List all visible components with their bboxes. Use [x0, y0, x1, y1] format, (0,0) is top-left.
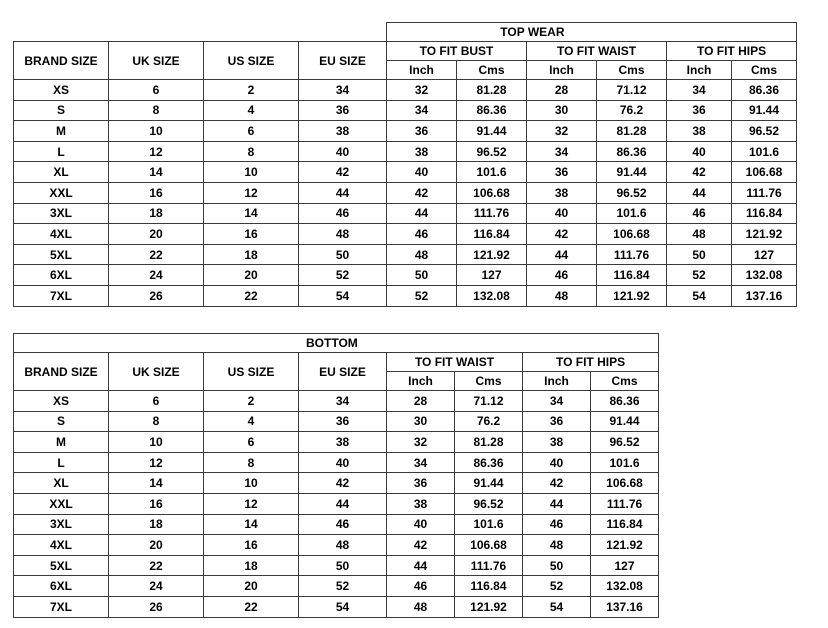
table-cell: 116.84 — [457, 224, 527, 245]
table-cell: 22 — [109, 244, 204, 265]
table-row — [14, 411, 659, 432]
table-cell: 40 — [527, 203, 597, 224]
header-eu-size: EU SIZE — [299, 42, 387, 80]
table-title-text: TOP WEAR — [500, 25, 565, 39]
table-cell: 6XL — [14, 265, 109, 286]
table-title: BOTTOM — [14, 334, 659, 353]
table-cell: 116.84 — [455, 576, 523, 597]
table-cell: 81.28 — [457, 80, 527, 101]
title-spacer — [527, 23, 797, 42]
header-us-size: US SIZE — [204, 42, 299, 80]
top-wear-rows — [14, 80, 797, 307]
table-cell: 48 — [387, 244, 457, 265]
table-cell: 52 — [299, 576, 387, 597]
table-cell: XL — [14, 162, 109, 183]
table-row — [14, 121, 797, 142]
table-cell: 8 — [204, 141, 299, 162]
table-cell: 106.68 — [457, 182, 527, 203]
table-cell: 36 — [527, 162, 597, 183]
table-cell: 111.76 — [455, 555, 523, 576]
table-row — [14, 244, 797, 265]
table-cell: 20 — [109, 224, 204, 245]
table-cell: 101.6 — [597, 203, 667, 224]
table-cell: 48 — [299, 224, 387, 245]
table-cell: 101.6 — [732, 141, 797, 162]
table-row — [14, 224, 797, 245]
table-row — [14, 80, 797, 101]
header-eu-size: EU SIZE — [299, 353, 387, 391]
table-cell: 4 — [204, 100, 299, 121]
table-cell: 46 — [387, 576, 455, 597]
table-cell: 91.44 — [455, 473, 523, 494]
table-cell: 46 — [667, 203, 732, 224]
table-cell: 30 — [527, 100, 597, 121]
table-cell: 86.36 — [455, 452, 523, 473]
table-row — [14, 576, 659, 597]
table-cell: 14 — [204, 514, 299, 535]
table-cell: 34 — [299, 80, 387, 101]
table-cell: S — [14, 411, 109, 432]
table-cell: 34 — [387, 452, 455, 473]
table-cell: 121.92 — [457, 244, 527, 265]
table-cell: 34 — [523, 391, 591, 412]
table-row — [14, 100, 797, 121]
header-uk-size: UK SIZE — [109, 42, 204, 80]
table-cell: 38 — [667, 121, 732, 142]
header-to-fit-bust: TO FIT BUST — [387, 42, 527, 61]
table-cell: 6 — [204, 121, 299, 142]
table-cell: 106.68 — [732, 162, 797, 183]
table-cell: 36 — [299, 411, 387, 432]
table-cell: 106.68 — [597, 224, 667, 245]
table-cell: 132.08 — [591, 576, 659, 597]
table-cell: 38 — [527, 182, 597, 203]
table-cell: 44 — [387, 203, 457, 224]
table-cell: 38 — [523, 432, 591, 453]
table-cell: 46 — [523, 514, 591, 535]
table-cell: 36 — [387, 121, 457, 142]
table-cell: 96.52 — [597, 182, 667, 203]
header-to-fit-hips: TO FIT HIPS — [667, 42, 797, 61]
subheader-inch: Inch — [527, 61, 597, 80]
table-cell: 26 — [109, 285, 204, 306]
table-cell: 6XL — [14, 576, 109, 597]
table-cell: 132.08 — [457, 285, 527, 306]
table-row — [14, 535, 659, 556]
header-us-size: US SIZE — [204, 353, 299, 391]
table-cell: 38 — [299, 121, 387, 142]
table-cell: 44 — [299, 493, 387, 514]
table-cell: 34 — [387, 100, 457, 121]
table-cell: 20 — [109, 535, 204, 556]
table-cell: 121.92 — [597, 285, 667, 306]
table-cell: 76.2 — [597, 100, 667, 121]
table-cell: 42 — [387, 535, 455, 556]
table-cell: 34 — [527, 141, 597, 162]
table-row — [14, 141, 797, 162]
table-cell: 46 — [299, 514, 387, 535]
table-cell: 111.76 — [732, 182, 797, 203]
table-cell: 86.36 — [457, 100, 527, 121]
table-cell: 121.92 — [455, 596, 523, 617]
table-cell: 22 — [204, 285, 299, 306]
table-cell: 34 — [299, 391, 387, 412]
table-cell: 48 — [387, 596, 455, 617]
table-cell: M — [14, 121, 109, 142]
table-cell: XXL — [14, 182, 109, 203]
table-cell: 121.92 — [732, 224, 797, 245]
table-row — [14, 493, 659, 514]
table-cell: XL — [14, 473, 109, 494]
table-cell: 46 — [299, 203, 387, 224]
table-cell: 91.44 — [591, 411, 659, 432]
subheader-inch: Inch — [387, 61, 457, 80]
table-cell: 86.36 — [591, 391, 659, 412]
table-row — [14, 596, 659, 617]
table-cell: 101.6 — [591, 452, 659, 473]
table-cell: 111.76 — [457, 203, 527, 224]
table-cell: 4XL — [14, 535, 109, 556]
table-cell: 52 — [387, 285, 457, 306]
table-cell: 137.16 — [591, 596, 659, 617]
table-cell: S — [14, 100, 109, 121]
table-cell: 50 — [299, 244, 387, 265]
table-cell: 14 — [109, 162, 204, 183]
table-cell: 54 — [299, 285, 387, 306]
table-row — [14, 514, 659, 535]
table-row — [14, 555, 659, 576]
subheader-cms: Cms — [732, 61, 797, 80]
table-cell: 8 — [109, 411, 204, 432]
subheader-cms: Cms — [597, 61, 667, 80]
table-cell: 111.76 — [597, 244, 667, 265]
table-cell: L — [14, 141, 109, 162]
table-cell: 20 — [204, 265, 299, 286]
table-cell: 18 — [109, 203, 204, 224]
table-cell: 7XL — [14, 596, 109, 617]
table-row — [14, 391, 659, 412]
table-cell: 36 — [523, 411, 591, 432]
header-to-fit-waist: TO FIT WAIST — [387, 353, 523, 372]
table-cell: 34 — [667, 80, 732, 101]
table-cell: 44 — [387, 555, 455, 576]
table-cell: 42 — [667, 162, 732, 183]
table-cell: 52 — [299, 265, 387, 286]
table-cell: M — [14, 432, 109, 453]
table-row — [14, 285, 797, 306]
subheader-cms: Cms — [457, 61, 527, 80]
table-cell: 50 — [299, 555, 387, 576]
table-cell: 36 — [299, 100, 387, 121]
table-cell: 54 — [523, 596, 591, 617]
table-cell: 44 — [299, 182, 387, 203]
table-cell: 12 — [204, 182, 299, 203]
table-cell: 26 — [109, 596, 204, 617]
table-cell: 106.68 — [591, 473, 659, 494]
table-cell: 46 — [527, 265, 597, 286]
table-row — [14, 452, 659, 473]
table-cell: 8 — [204, 452, 299, 473]
table-row — [14, 265, 797, 286]
table-cell: 32 — [387, 432, 455, 453]
table-cell: 127 — [457, 265, 527, 286]
table-cell: 40 — [667, 141, 732, 162]
table-cell: 44 — [523, 493, 591, 514]
table-cell: 32 — [527, 121, 597, 142]
header-to-fit-waist: TO FIT WAIST — [527, 42, 667, 61]
table-cell: 42 — [299, 473, 387, 494]
table-cell: 18 — [109, 514, 204, 535]
header-brand-size: BRAND SIZE — [14, 353, 109, 391]
table-cell: 132.08 — [732, 265, 797, 286]
table-cell: 137.16 — [732, 285, 797, 306]
top-wear-size-table — [13, 22, 797, 307]
table-cell: 106.68 — [455, 535, 523, 556]
table-cell: 36 — [387, 473, 455, 494]
table-cell: 44 — [667, 182, 732, 203]
blank-corner — [14, 23, 387, 42]
table-cell: 5XL — [14, 244, 109, 265]
table-cell: 22 — [204, 596, 299, 617]
table-cell: L — [14, 452, 109, 473]
table-cell: 2 — [204, 391, 299, 412]
bottom-size-table — [13, 333, 659, 618]
table-cell: 71.12 — [597, 80, 667, 101]
table-cell: 10 — [204, 162, 299, 183]
table-cell: 52 — [523, 576, 591, 597]
table-cell: 48 — [527, 285, 597, 306]
table-cell: 10 — [204, 473, 299, 494]
table-cell: 81.28 — [597, 121, 667, 142]
header-brand-size: BRAND SIZE — [14, 42, 109, 80]
table-cell: 6 — [109, 80, 204, 101]
table-cell: 127 — [732, 244, 797, 265]
table-row — [14, 473, 659, 494]
table-cell: 71.12 — [455, 391, 523, 412]
table-cell: 3XL — [14, 203, 109, 224]
table-cell: 38 — [299, 432, 387, 453]
table-cell: 96.52 — [455, 493, 523, 514]
table-cell: 38 — [387, 141, 457, 162]
table-cell: 40 — [299, 141, 387, 162]
table-cell: 54 — [667, 285, 732, 306]
subheader-cms: Cms — [455, 372, 523, 391]
table-cell: 91.44 — [457, 121, 527, 142]
table-cell: 28 — [387, 391, 455, 412]
table-cell: 16 — [204, 224, 299, 245]
table-row — [14, 203, 797, 224]
table-cell: 4XL — [14, 224, 109, 245]
table-cell: 40 — [387, 162, 457, 183]
table-cell: 38 — [387, 493, 455, 514]
subheader-cms: Cms — [591, 372, 659, 391]
table-cell: 42 — [527, 224, 597, 245]
table-cell: 10 — [109, 432, 204, 453]
table-cell: 101.6 — [457, 162, 527, 183]
table-cell: 6 — [109, 391, 204, 412]
table-cell: 22 — [109, 555, 204, 576]
table-cell: 32 — [387, 80, 457, 101]
table-cell: 30 — [387, 411, 455, 432]
table-cell: 91.44 — [597, 162, 667, 183]
table-cell: 8 — [109, 100, 204, 121]
subheader-inch: Inch — [523, 372, 591, 391]
table-cell: 121.92 — [591, 535, 659, 556]
table-row — [14, 432, 659, 453]
table-cell: 50 — [667, 244, 732, 265]
table-cell: 52 — [667, 265, 732, 286]
table-cell: 40 — [523, 452, 591, 473]
table-cell: 86.36 — [597, 141, 667, 162]
bottom-rows — [14, 391, 659, 618]
table-cell: 42 — [299, 162, 387, 183]
table-cell: 36 — [667, 100, 732, 121]
table-cell: 42 — [387, 182, 457, 203]
table-cell: 18 — [204, 555, 299, 576]
table-cell: 81.28 — [455, 432, 523, 453]
table-cell: 28 — [527, 80, 597, 101]
table-cell: 46 — [387, 224, 457, 245]
table-cell: 16 — [204, 535, 299, 556]
table-cell: 6 — [204, 432, 299, 453]
table-cell: 50 — [523, 555, 591, 576]
table-cell: 7XL — [14, 285, 109, 306]
table-cell: 111.76 — [591, 493, 659, 514]
table-cell: 76.2 — [455, 411, 523, 432]
table-cell: 54 — [299, 596, 387, 617]
table-row — [14, 182, 797, 203]
table-cell: 48 — [523, 535, 591, 556]
table-cell: XXL — [14, 493, 109, 514]
table-cell: 24 — [109, 576, 204, 597]
table-cell: 48 — [667, 224, 732, 245]
table-cell: 40 — [387, 514, 455, 535]
table-cell: 127 — [591, 555, 659, 576]
table-cell: 116.84 — [591, 514, 659, 535]
table-cell: 12 — [109, 141, 204, 162]
table-cell: 12 — [109, 452, 204, 473]
table-cell: 12 — [204, 493, 299, 514]
table-cell: 14 — [109, 473, 204, 494]
table-cell: 16 — [109, 182, 204, 203]
table-cell: 42 — [523, 473, 591, 494]
table-cell: 86.36 — [732, 80, 797, 101]
table-cell: 116.84 — [732, 203, 797, 224]
table-cell: 116.84 — [597, 265, 667, 286]
table-cell: XS — [14, 391, 109, 412]
table-cell: 3XL — [14, 514, 109, 535]
table-cell: 24 — [109, 265, 204, 286]
subheader-inch: Inch — [667, 61, 732, 80]
table-cell: 18 — [204, 244, 299, 265]
table-cell: 48 — [299, 535, 387, 556]
table-cell: 4 — [204, 411, 299, 432]
table-cell: 10 — [109, 121, 204, 142]
table-cell: 96.52 — [732, 121, 797, 142]
table-title — [387, 23, 565, 42]
table-cell: 14 — [204, 203, 299, 224]
table-row — [14, 162, 797, 183]
table-cell: 101.6 — [455, 514, 523, 535]
table-cell: XS — [14, 80, 109, 101]
table-cell: 40 — [299, 452, 387, 473]
table-cell: 44 — [527, 244, 597, 265]
table-cell: 20 — [204, 576, 299, 597]
table-cell: 91.44 — [732, 100, 797, 121]
header-uk-size: UK SIZE — [109, 353, 204, 391]
table-cell: 2 — [204, 80, 299, 101]
table-cell: 50 — [387, 265, 457, 286]
table-cell: 96.52 — [457, 141, 527, 162]
header-to-fit-hips: TO FIT HIPS — [523, 353, 659, 372]
table-cell: 96.52 — [591, 432, 659, 453]
table-cell: 5XL — [14, 555, 109, 576]
subheader-inch: Inch — [387, 372, 455, 391]
table-cell: 16 — [109, 493, 204, 514]
